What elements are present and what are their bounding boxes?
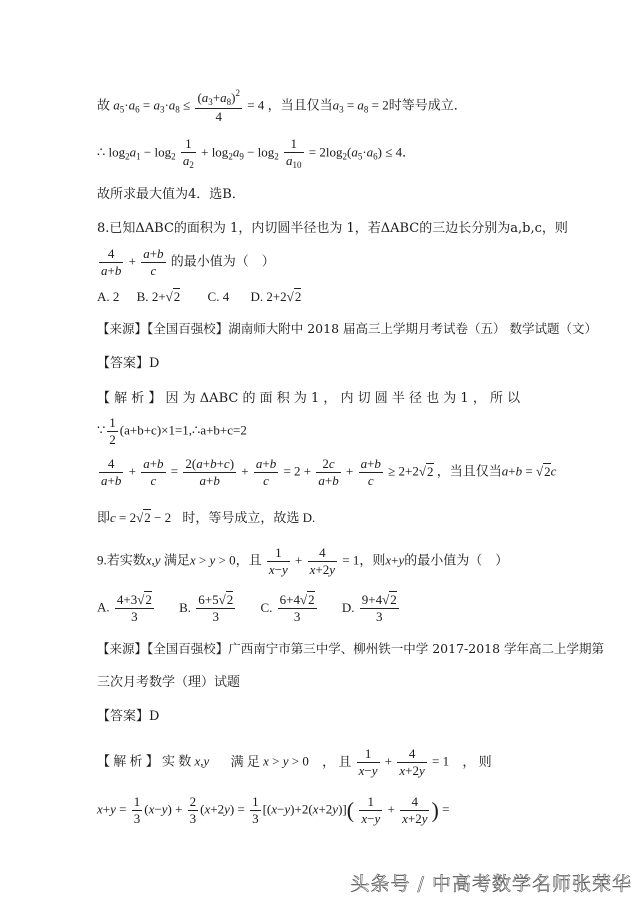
option-a: A. 2 xyxy=(97,289,120,304)
q8-analysis-line2: ∵ $\frac{1}{2}$ (a+b+c)×1=1,∴a+b+c=2 xyxy=(97,415,247,448)
q8-options: A. 2 B. 2+√2 C. 4 D. 2+2√2 xyxy=(97,289,302,304)
q8-analysis: 【 解 析 】 因 为 ΔABC 的 面 积 为 1 ， 内 切 圆 半 径 也 为 1 ， 所 以 xyxy=(97,391,521,406)
q8-analysis-line3: $\frac{4}{a+b}$ + $\frac{a+b}{c}$ = $\frac{2(a+b+c)}{a+b}$ + $\frac{a+b}{c}$ = 2 + $\frac{2c}{a+b}$ + $\frac{a+b}{c}$ ≥ 2+2√2 ，当且仅当a+b = √2c xyxy=(101,456,557,489)
therefore-symbol: ∴ xyxy=(97,144,106,160)
q8-conclusion: 即c = 2√2 − 2 时，等号成立，故选 D. xyxy=(97,510,316,525)
text: 故 xyxy=(97,97,111,113)
option-a: A. xyxy=(97,599,110,615)
text: 时等号成立． xyxy=(388,97,467,113)
q8-source: 【来源】【全国百强校】湖南师大附中 2018 届高三上学期月考试卷（五） 数学试题（文） xyxy=(97,321,597,336)
option-d: D. xyxy=(341,599,355,615)
option-b: B. xyxy=(136,289,149,304)
q9-derivation: x+y = $\frac{1}{3}$ (x−y) + $\frac{2}{3}$ (x+2y) = $\frac{1}{3}$ [(x−y)+2(x+2y)]( $\frac{1}{x-y}$ + $\frac{4}{x+2y}$ ) = xyxy=(97,794,450,827)
option-c: C. xyxy=(260,599,273,615)
conclusion-line: 故所求最大值为4．选B． xyxy=(97,187,245,202)
option-c: C. 4 xyxy=(207,289,230,304)
q9-source-line2: 三次月考数学（理）试题 xyxy=(97,675,241,690)
q9-source-line1: 【来源】【全国百强校】广西南宁市第三中学、柳州铁一中学 2017-2018 学年高二上学期第 xyxy=(97,641,605,656)
watermark: 头条号 / 中高考数学名师张荣华 xyxy=(350,873,632,895)
q8-answer: 【答案】D xyxy=(97,356,160,371)
q9-stem: 9.若实数x,y 满足x > y > 0，且 $\frac{1}{x-y}$ + $\frac{4}{x+2y}$ = 1，则x+y的最小值为（ ） xyxy=(97,545,509,578)
solution-line-1: 故 $a_5\cdot a_6 = a_3\cdot a_8$ ≤ $\frac{(a_3+a_8)^2}{4}$ = 4 ，当且仅当$a_3 = a_8 = 2$时等号成立． xyxy=(97,88,467,125)
q8-stem: 8.已知ΔABC的面积为 1，内切圆半径也为 1，若ΔABC的三边长分别为a,b,c，则 xyxy=(97,221,568,236)
fraction: $\frac{(a_3+a_8)^2}{4}$ xyxy=(197,88,240,125)
q9-answer: 【答案】D xyxy=(97,709,160,724)
text: ，当且仅当 xyxy=(267,97,333,113)
q9-analysis: 【 解 析 】 实 数 x,y 满 足 x > y > 0 ， 且 $\frac{1}{x-y}$ + $\frac{4}{x+2y}$ = 1 ， 则 xyxy=(97,746,492,779)
solution-line-2: ∴ $\log_2a_1 - \log_2$ $\frac{1}{a_2}$ + $\log_2a_9 - \log_2$ $\frac{1}{a_{10}}$ = $2\log_2(a_5\cdot a_6) \le 4$． xyxy=(97,136,416,171)
option-b: B. xyxy=(179,599,192,615)
option-d: D. xyxy=(250,289,264,304)
q8-expression: $\frac{4}{a+b}$ + $\frac{a+b}{c}$ 的最小值为（ ） xyxy=(101,246,275,279)
q9-options: A. $\frac{4+3√2}{3}$ B. $\frac{6+5√2}{3}$ C. $\frac{6+4√2}{3}$ D. $\frac{9+4√2}{3}$ xyxy=(97,592,397,625)
